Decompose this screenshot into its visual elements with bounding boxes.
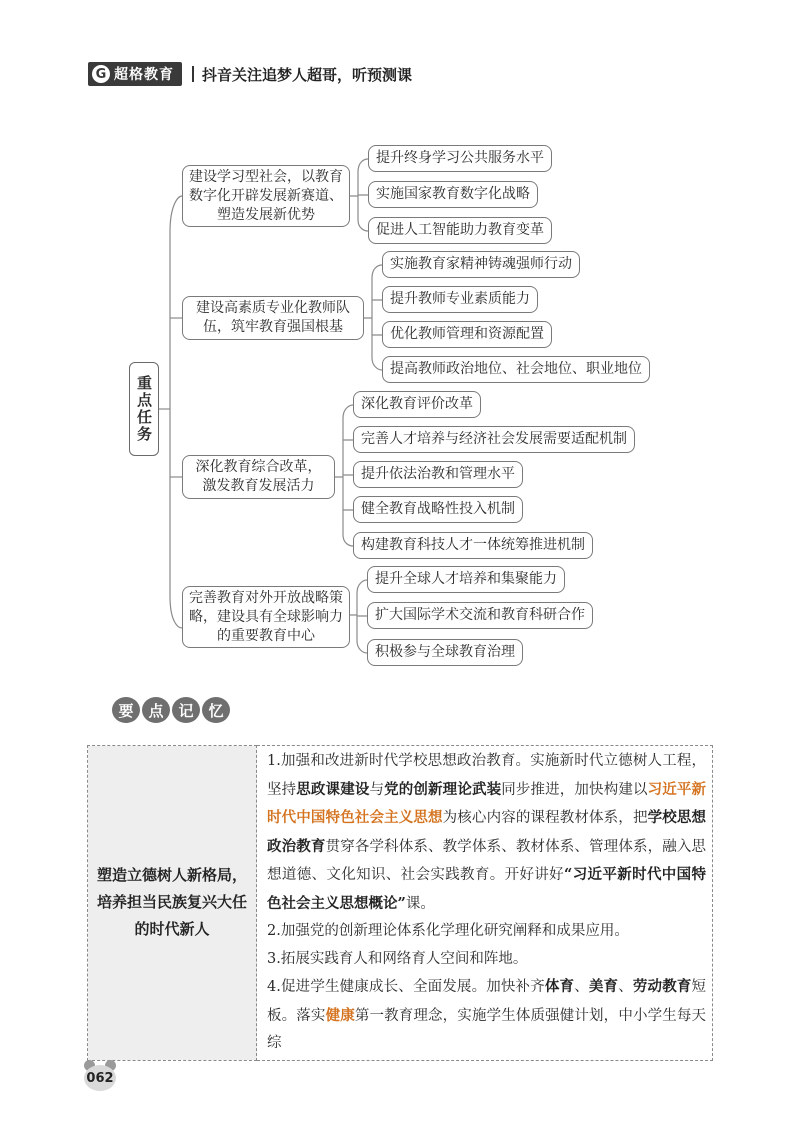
mindmap-leaf: 实施教育家精神铸魂强师行动 [382, 251, 580, 278]
badge-char: 点 [142, 697, 170, 723]
badge-char: 记 [172, 697, 200, 723]
mindmap-leaf: 实施国家教育数字化战略 [368, 181, 538, 208]
connector-b1 [350, 159, 368, 231]
badge-char: 忆 [202, 697, 230, 723]
mindmap-root: 重点任务 [129, 362, 159, 456]
mindmap-leaf: 提升终身学习公共服务水平 [368, 145, 552, 172]
logo-mark-icon: G [92, 65, 110, 83]
page-number-badge [82, 1060, 118, 1092]
summary-topic: 塑造立德树人新格局，培养担当民族复兴大任的时代新人 [88, 746, 257, 1061]
mindmap-branch-3: 深化教育综合改革，激发教育发展活力 [182, 455, 335, 499]
mindmap-leaf: 健全教育战略性投入机制 [353, 496, 523, 523]
mindmap-leaf: 积极参与全球教育治理 [367, 639, 523, 666]
mindmap-leaf: 优化教师管理和资源配置 [382, 321, 552, 348]
summary-table [87, 745, 713, 1061]
logo-text: 超格教育 [114, 67, 174, 83]
table-row [88, 746, 713, 1061]
summary-point-2: 2.加强党的创新理论体系化学理化研究阐释和成果应用。 [267, 923, 629, 939]
summary-point-3: 3.拓展实践育人和网络育人空间和阵地。 [267, 950, 528, 967]
mindmap-leaf: 提升教师专业素质能力 [382, 286, 538, 313]
mindmap-leaf: 完善人才培养与经济社会发展需要适配机制 [353, 426, 635, 453]
badge-char: 要 [112, 697, 140, 723]
summary-content [257, 746, 713, 1061]
mindmap-leaf: 构建教育科技人才一体统筹推进机制 [353, 532, 593, 559]
mindmap-branch-1: 建设学习型社会，以教育数字化开辟发展新赛道、塑造发展新优势 [182, 165, 350, 227]
connector-b2 [364, 265, 382, 370]
mindmap-leaf: 提升全球人才培养和集聚能力 [367, 566, 565, 593]
summary-point-1: 1.加强和改进新时代学校思想政治教育。实施新时代立德树人工程，坚持思政课建设与党的创新理论武装同步推进，加快构建以习近平新时代中国特色社会主义思想为核心内容的课程教材体系，把学校思想政治教育贯穿各学科体系、教学体系、教材体系、管理体系，融入思想道德、文化知识、社会实践教育。开好讲好“习近平新时代中国特色社会主义思想概论”课。 [267, 753, 707, 912]
header-slogan: 抖音关注追梦人超哥，听预测课 [202, 65, 413, 84]
section-badge [112, 697, 230, 723]
mindmap-leaf: 促进人工智能助力教育变革 [368, 217, 552, 244]
summary-point-4: 4.促进学生健康成长、全面发展。加快补齐体育、美育、劳动教育短板。落实健康第一教育理念，实施学生体质强健计划，中小学生每天综 [267, 978, 707, 1051]
mindmap-leaf: 提升依法治教和管理水平 [353, 461, 523, 488]
page-number: 062 [84, 1065, 116, 1091]
mindmap-leaf: 深化教育评价改革 [353, 391, 481, 418]
connector-trunk [170, 196, 182, 628]
mindmap-leaf: 扩大国际学术交流和教育科研合作 [367, 602, 593, 629]
mindmap-branch-2: 建设高素质专业化教师队伍，筑牢教育强国根基 [182, 296, 364, 340]
connector-b3 [335, 405, 353, 546]
connector-b4 [350, 580, 367, 653]
mindmap-branch-4: 完善教育对外开放战略策略，建设具有全球影响力的重要教育中心 [182, 586, 350, 648]
mindmap-leaf: 提高教师政治地位、社会地位、职业地位 [382, 356, 650, 383]
